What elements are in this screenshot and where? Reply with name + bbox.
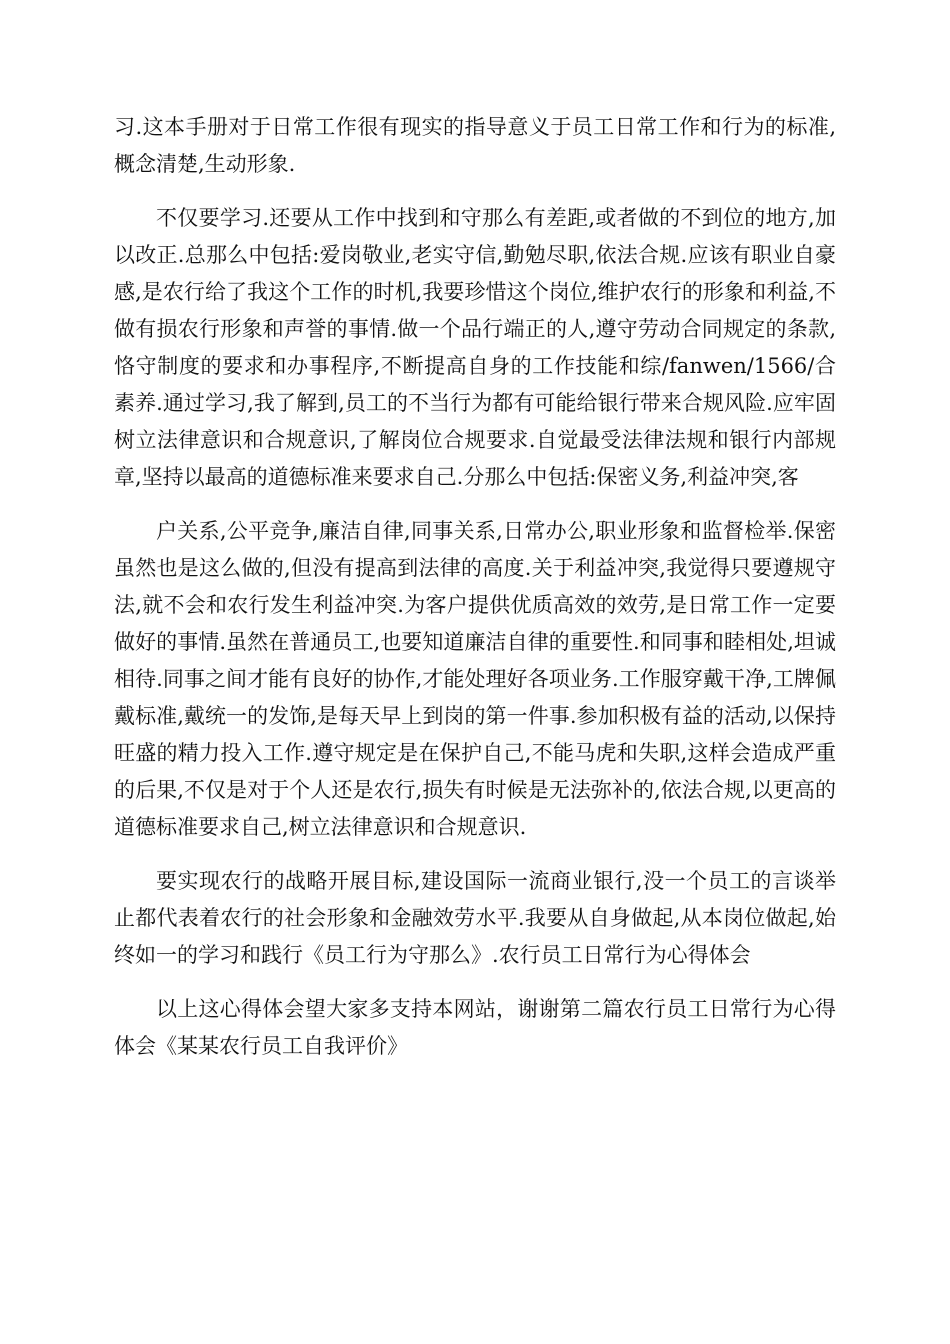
paragraph-2: 不仅要学习.还要从工作中找到和守那么有差距,或者做的不到位的地方,加以改正.总那么中包括:爱岗敬业,老实守信,勤勉尽职,依法合规.应该有职业自豪感,是农行给了我这个工作的时机,我要珍惜这个岗位,维护农行的形象和利益,不做有损农行形象和声誉的事情.做一个品行端正的人,遵守劳动合同规定的条款,恪守制度的要求和办事程序,不断提高自身的工作技能和综/fanwen/1566/合素养.通过学习,我了解到,员工的不当行为都有可能给银行带来合规风险.应牢固树立法律意识和合规意识,了解岗位合规要求.自觉最受法律法规和银行内部规章,坚持以最高的道德标准来要求自己.分那么中包括:保密义务,利益冲突,客 <box>114 206 836 489</box>
paragraph-1: 习.这本手册对于日常工作很有现实的指导意义于员工日常工作和行为的标准,概念清楚,生动形象. <box>114 115 836 176</box>
paragraph-4: 要实现农行的战略开展目标,建设国际一流商业银行,没一个员工的言谈举止都代表着农行的社会形象和金融效劳水平.我要从自身做起,从本岗位做起,始终如一的学习和践行《员工行为守那么》.农行员工日常行为心得体会 <box>114 869 836 967</box>
document-body <box>114 109 836 1082</box>
paragraph-5: 以上这心得体会望大家多支持本网站，谢谢第二篇农行员工日常行为心得体会《某某农行员工自我评价》 <box>114 997 836 1058</box>
paragraph-3: 户关系,公平竞争,廉洁自律,同事关系,日常办公,职业形象和监督检举.保密虽然也是这么做的,但没有提高到法律的高度.关于利益冲突,我觉得只要遵规守法,就不会和农行发生利益冲突.为客户提供优质高效的效劳,是日常工作一定要做好的事情.虽然在普通员工,也要知道廉洁自律的重要性.和同事和睦相处,坦诚相待.同事之间才能有良好的协作,才能处理好各项业务.工作服穿戴干净,工牌佩戴标准,戴统一的发饰,是每天早上到岗的第一件事.参加积极有益的活动,以保持旺盛的精力投入工作.遵守规定是在保护自己,不能马虎和失职,这样会造成严重的后果,不仅是对于个人还是农行,损失有时候是无法弥补的,依法合规,以更高的道德标准要求自己,树立法律意识和合规意识. <box>114 519 836 839</box>
